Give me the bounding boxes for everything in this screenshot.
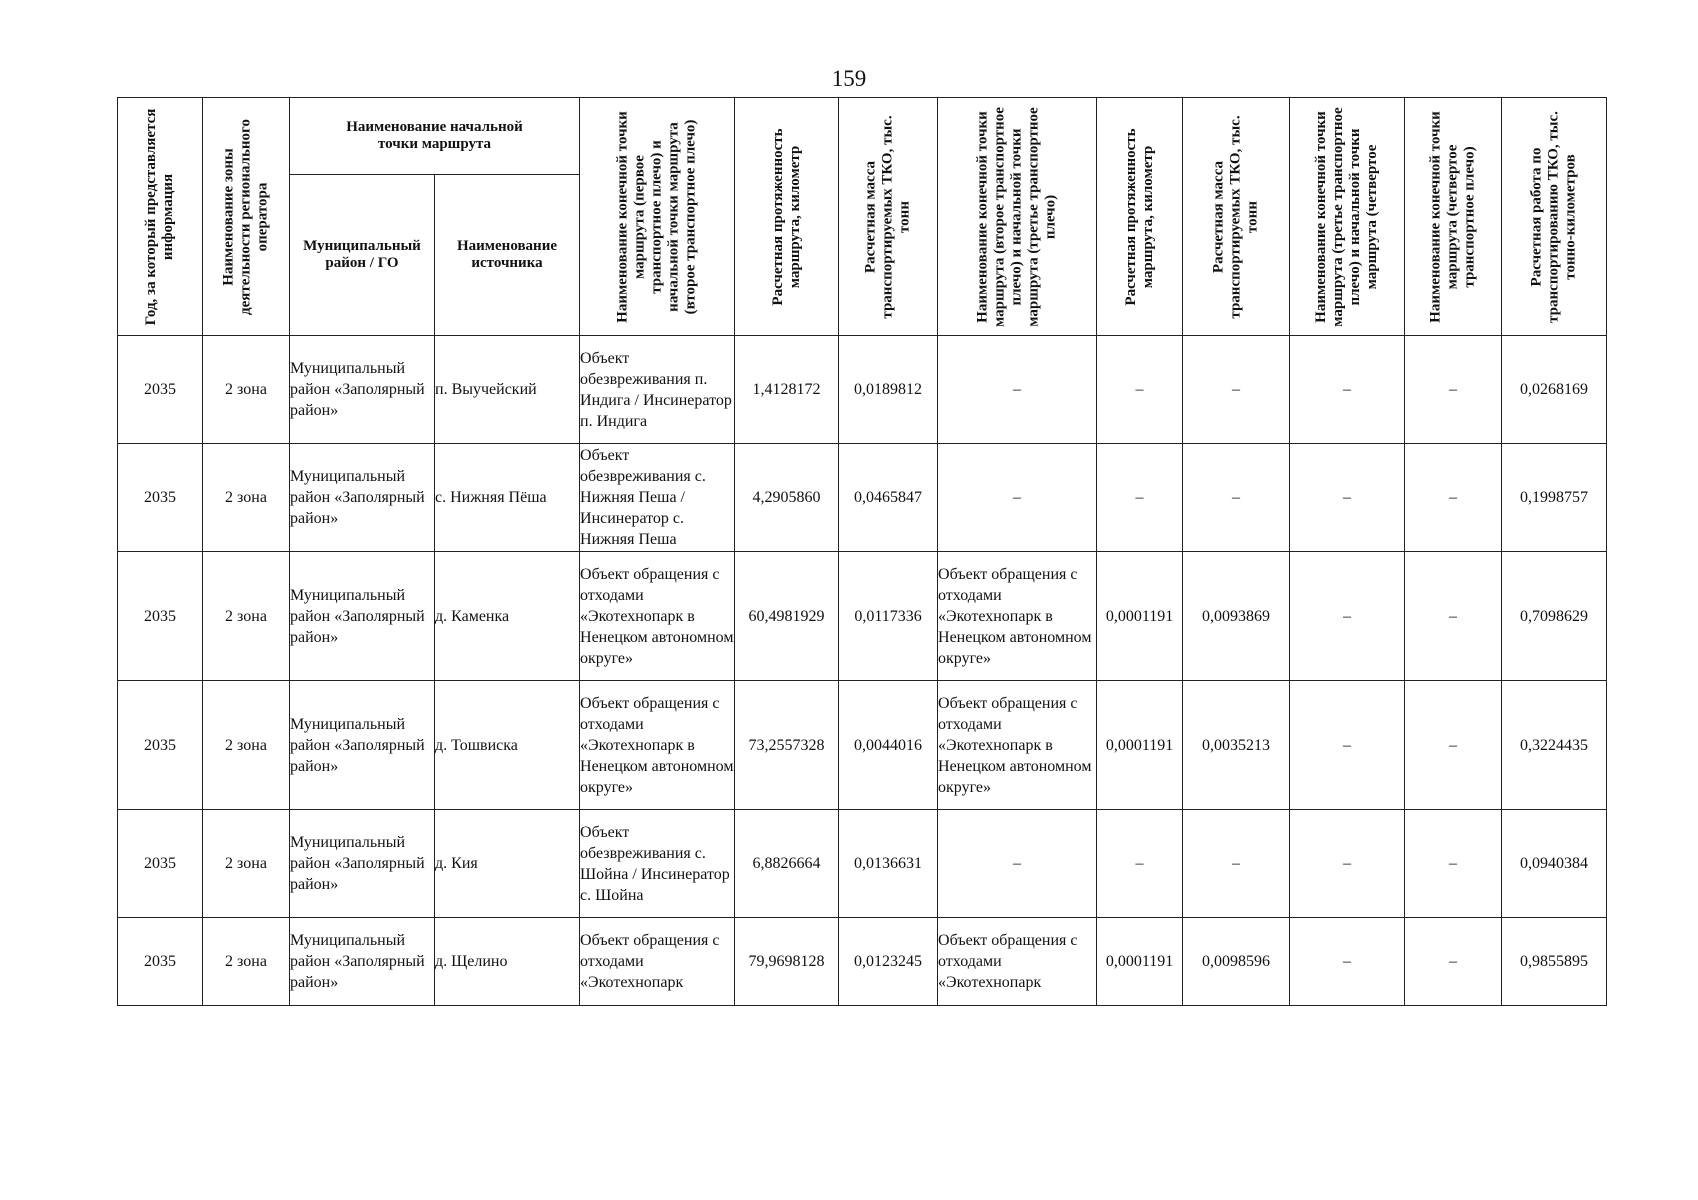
- cell-work: 0,3224435: [1502, 681, 1607, 810]
- cell-work: 0,7098629: [1502, 552, 1607, 681]
- cell-municipality: Муниципальный район «Заполярный район»: [290, 681, 435, 810]
- cell-end-point-4: –: [1405, 810, 1502, 918]
- header-mass-1: Расчетная масса транспортируемых ТКО, тыс. тонн: [839, 98, 938, 336]
- cell-source: п. Выучейский: [435, 336, 580, 444]
- cell-source: д. Каменка: [435, 552, 580, 681]
- cell-source: д. Тошвиска: [435, 681, 580, 810]
- cell-end-point-3: –: [1290, 444, 1405, 552]
- cell-end-point-1: Объект обращения с отходами «Экотехнопарк в Ненецком автономном округе»: [580, 552, 735, 681]
- cell-distance-2: 0,0001191: [1097, 681, 1183, 810]
- cell-mass-1: 0,0189812: [839, 336, 938, 444]
- table-row: [118, 918, 1607, 1006]
- cell-zone: 2 зона: [203, 918, 290, 1006]
- header-end-point-4: Наименование конечной точки маршрута (четвертое транспортное плечо): [1405, 98, 1502, 336]
- page-number: 159: [831, 66, 867, 91]
- cell-end-point-2: Объект обращения с отходами «Экотехнопарк в Ненецком автономном округе»: [938, 681, 1097, 810]
- cell-end-point-2: –: [938, 444, 1097, 552]
- cell-end-point-1: Объект обращения с отходами «Экотехнопарк в Ненецком автономном округе»: [580, 681, 735, 810]
- header-distance-2: Расчетная протяженность маршрута, километр: [1097, 98, 1183, 336]
- cell-end-point-1: Объект обращения с отходами «Экотехнопарк: [580, 918, 735, 1006]
- cell-mass-2: –: [1183, 336, 1290, 444]
- cell-municipality: Муниципальный район «Заполярный район»: [290, 444, 435, 552]
- cell-mass-1: 0,0123245: [839, 918, 938, 1006]
- header-zone: Наименование зоны деятельности регионального оператора: [203, 98, 290, 336]
- cell-end-point-1: Объект обезвреживания с. Шойна / Инсинератор с. Шойна: [580, 810, 735, 918]
- cell-mass-1: 0,0136631: [839, 810, 938, 918]
- header-start-group: Наименование начальной точки маршрута: [290, 98, 580, 175]
- cell-distance-2: –: [1097, 444, 1183, 552]
- cell-end-point-3: –: [1290, 918, 1405, 1006]
- header-distance-1: Расчетная протяженность маршрута, километр: [735, 98, 839, 336]
- cell-end-point-2: –: [938, 336, 1097, 444]
- cell-mass-2: –: [1183, 810, 1290, 918]
- cell-end-point-3: –: [1290, 336, 1405, 444]
- cell-end-point-4: –: [1405, 444, 1502, 552]
- header-end-point-2: Наименование конечной точки маршрута (второе транспортное плечо) и начальной точки маршрута (третье транспортное плечо): [938, 98, 1097, 336]
- cell-mass-2: –: [1183, 444, 1290, 552]
- header-mass-2: Расчетная масса транспортируемых ТКО, тыс. тонн: [1183, 98, 1290, 336]
- cell-distance-2: –: [1097, 336, 1183, 444]
- cell-work: 0,1998757: [1502, 444, 1607, 552]
- cell-municipality: Муниципальный район «Заполярный район»: [290, 552, 435, 681]
- header-work: Расчетная работа по транспортированию ТКО, тыс. тонно-километров: [1502, 98, 1607, 336]
- cell-distance-2: 0,0001191: [1097, 918, 1183, 1006]
- table-row: [118, 810, 1607, 918]
- cell-end-point-4: –: [1405, 918, 1502, 1006]
- cell-distance-2: –: [1097, 810, 1183, 918]
- header-year: Год, за который представляется информация: [118, 98, 203, 336]
- cell-zone: 2 зона: [203, 444, 290, 552]
- cell-work: 0,0268169: [1502, 336, 1607, 444]
- cell-end-point-2: Объект обращения с отходами «Экотехнопарк в Ненецком автономном округе»: [938, 552, 1097, 681]
- cell-mass-1: 0,0117336: [839, 552, 938, 681]
- cell-year: 2035: [118, 681, 203, 810]
- cell-distance-1: 1,4128172: [735, 336, 839, 444]
- cell-source: д. Щелино: [435, 918, 580, 1006]
- cell-distance-1: 73,2557328: [735, 681, 839, 810]
- cell-mass-2: 0,0035213: [1183, 681, 1290, 810]
- cell-zone: 2 зона: [203, 681, 290, 810]
- cell-end-point-3: –: [1290, 552, 1405, 681]
- routes-table: [117, 97, 1607, 1006]
- cell-end-point-2: Объект обращения с отходами «Экотехнопарк: [938, 918, 1097, 1006]
- cell-zone: 2 зона: [203, 336, 290, 444]
- cell-end-point-3: –: [1290, 810, 1405, 918]
- header-end-point-1: Наименование конечной точки маршрута (первое транспортное плечо) и начальной точки маршрута (второе транспортное плечо): [580, 98, 735, 336]
- cell-zone: 2 зона: [203, 552, 290, 681]
- cell-distance-1: 4,2905860: [735, 444, 839, 552]
- cell-distance-1: 60,4981929: [735, 552, 839, 681]
- cell-mass-1: 0,0465847: [839, 444, 938, 552]
- cell-distance-2: 0,0001191: [1097, 552, 1183, 681]
- cell-distance-1: 79,9698128: [735, 918, 839, 1006]
- cell-work: 0,9855895: [1502, 918, 1607, 1006]
- cell-year: 2035: [118, 810, 203, 918]
- cell-mass-2: 0,0093869: [1183, 552, 1290, 681]
- cell-end-point-4: –: [1405, 336, 1502, 444]
- cell-municipality: Муниципальный район «Заполярный район»: [290, 336, 435, 444]
- table-row: [118, 552, 1607, 681]
- cell-distance-1: 6,8826664: [735, 810, 839, 918]
- cell-mass-1: 0,0044016: [839, 681, 938, 810]
- table-row: [118, 681, 1607, 810]
- cell-end-point-3: –: [1290, 681, 1405, 810]
- cell-end-point-1: Объект обезвреживания с. Нижняя Пеша / Инсинератор с. Нижняя Пеша: [580, 444, 735, 552]
- cell-source: с. Нижняя Пёша: [435, 444, 580, 552]
- cell-municipality: Муниципальный район «Заполярный район»: [290, 810, 435, 918]
- cell-year: 2035: [118, 444, 203, 552]
- cell-end-point-2: –: [938, 810, 1097, 918]
- header-municipality: Муниципальный район / ГО: [290, 175, 435, 336]
- cell-municipality: Муниципальный район «Заполярный район»: [290, 918, 435, 1006]
- cell-end-point-1: Объект обезвреживания п. Индига / Инсинератор п. Индига: [580, 336, 735, 444]
- cell-source: д. Кия: [435, 810, 580, 918]
- cell-end-point-4: –: [1405, 552, 1502, 681]
- table-row: [118, 336, 1607, 444]
- header-end-point-3: Наименование конечной точки маршрута (третье транспортное плечо) и начальной точки маршрута (четвертое: [1290, 98, 1405, 336]
- cell-year: 2035: [118, 918, 203, 1006]
- cell-year: 2035: [118, 552, 203, 681]
- cell-zone: 2 зона: [203, 810, 290, 918]
- table-header: [118, 98, 1607, 336]
- cell-year: 2035: [118, 336, 203, 444]
- cell-mass-2: 0,0098596: [1183, 918, 1290, 1006]
- table-body: [118, 336, 1607, 1006]
- cell-end-point-4: –: [1405, 681, 1502, 810]
- cell-work: 0,0940384: [1502, 810, 1607, 918]
- table-row: [118, 444, 1607, 552]
- header-source: Наименование источника: [435, 175, 580, 336]
